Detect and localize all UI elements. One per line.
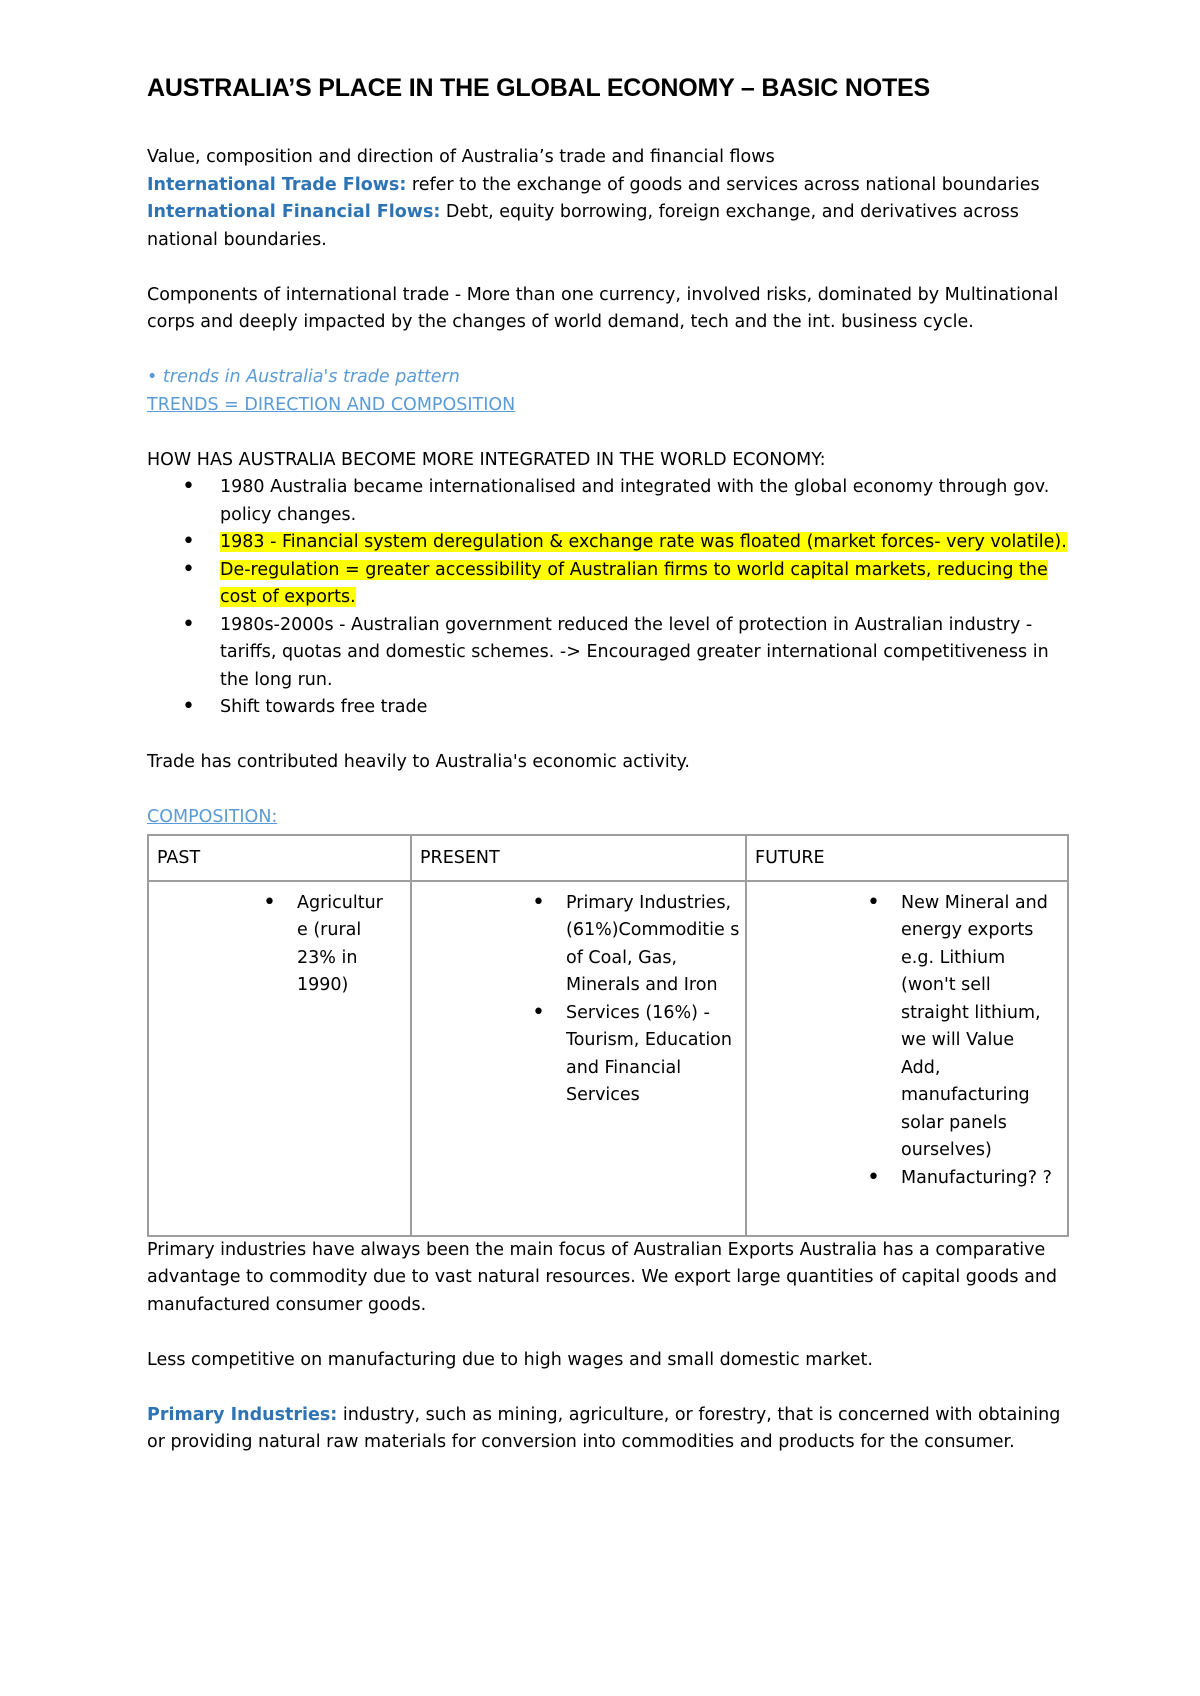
list-item <box>220 557 1067 612</box>
intro-line: Value, composition and direction of Australia’s trade and financial flows <box>147 147 775 167</box>
list-item: • New Mineral and energy exports e.g. Lithium (won't sell straight lithium, we will Value Add, manufacturing solar panels ourselves) <box>901 890 1056 1165</box>
financial-flows-text: Debt, equity borrowing, foreign exchange, and derivatives across national boundaries. <box>147 202 1019 250</box>
list-item: • Agricultur e (rural 23% in 1990) <box>297 890 397 1000</box>
table-row <box>148 881 1068 1236</box>
trade-flows-term: International Trade Flows: <box>147 174 407 195</box>
document-title: AUSTRALIA’S PLACE IN THE GLOBAL ECONOMY – BASIC NOTES <box>147 74 930 102</box>
trends-heading: • trends in Australia's trade pattern <box>147 367 460 387</box>
present-cell <box>411 881 746 1236</box>
primary-focus-paragraph: Primary industries have always been the main focus of Australian Exports Australia has a comparative advantage to commodity due to vast natural resources. We export large quantities of capital goods and manufactured consumer goods. <box>147 1239 1058 1315</box>
highlighted-text: 1983 - Financial system deregulation & exchange rate was floated (market forces- very volatile). <box>220 532 1067 552</box>
integration-heading: HOW HAS AUSTRALIA BECOME MORE INTEGRATED IN THE WORLD ECONOMY: <box>147 449 826 470</box>
list-item: • Primary Industries, (61%)Commoditie s of Coal, Gas, Minerals and Iron <box>566 890 742 1000</box>
primary-industries-definition <box>147 1402 1067 1457</box>
list-item: • Manufacturing? ? <box>901 1165 1056 1193</box>
composition-table <box>147 834 1069 1237</box>
trade-contribution: Trade has contributed heavily to Australia's economic activity. <box>147 752 690 772</box>
primary-industries-text: industry, such as mining, agriculture, or forestry, that is concerned with obtaining or providing natural raw materials for conversion into commodities and products for the consumer. <box>147 1404 1061 1452</box>
trade-flows-text: refer to the exchange of goods and services across national boundaries <box>406 174 1040 195</box>
components-paragraph: Components of international trade - More than one currency, involved risks, dominated by Multinational corps and deeply impacted by the changes of world demand, tech and the int. business cycle. <box>147 284 1059 332</box>
trends-link[interactable]: TRENDS = DIRECTION AND COMPOSITION <box>147 394 516 415</box>
list-item: • 1980s-2000s - Australian government reduced the level of protection in Australian industry - tariffs, quotas and domestic schemes. -> Encouraged greater international competitiveness in the long run. <box>220 612 1067 695</box>
manufacturing-paragraph: Less competitive on manufacturing due to high wages and small domestic market. <box>147 1349 873 1370</box>
integration-list <box>147 474 1067 722</box>
financial-flows-term: International Financial Flows: <box>147 202 441 222</box>
document-page <box>147 72 1067 1457</box>
financial-flows-definition <box>147 199 1067 254</box>
column-header-future: FUTURE <box>746 835 1068 881</box>
column-header-present: PRESENT <box>411 835 746 881</box>
trends-link-line <box>147 392 1067 420</box>
trade-flows-definition <box>147 172 1067 200</box>
list-item: • 1980 Australia became internationalised and integrated with the global economy through gov. policy changes. <box>220 474 1067 529</box>
highlighted-text: De-regulation = greater accessibility of Australian firms to world capital markets, reducing the cost of exports. <box>220 559 1048 607</box>
list-item <box>220 529 1067 557</box>
primary-industries-term: Primary Industries: <box>147 1404 338 1425</box>
table-header-row <box>148 835 1068 881</box>
past-cell <box>148 881 411 1236</box>
list-item: • Services (16%) - Tourism, Education and Financial Services <box>566 1000 742 1110</box>
composition-link[interactable]: COMPOSITION: <box>147 807 278 827</box>
composition-heading-line <box>147 804 1067 832</box>
future-cell <box>746 881 1068 1236</box>
list-item: • Shift towards free trade <box>220 694 1067 722</box>
column-header-past: PAST <box>148 835 411 881</box>
